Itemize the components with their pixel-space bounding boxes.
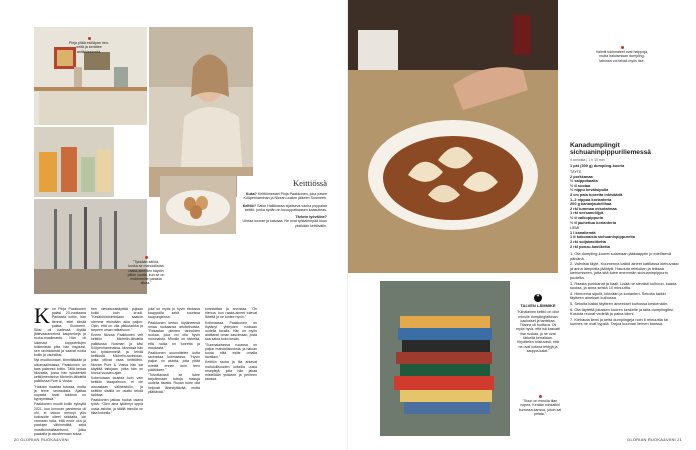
sidebar-title: Keittiössä xyxy=(293,178,327,188)
dumplings-hero-photo xyxy=(348,0,558,273)
article-paragraph: Paakkonen kertoo löytäneensä omaa ruokaansa arkitarinoista. "Rakastan pienten tarinoiden ruokaa, joka voi olla hyvin moninaista. Minulle on tärkeää, että ruoka on tuoretta ja maukasta." xyxy=(148,320,200,350)
sidebar-answer: Salon Hallkkassa sijaitseva vanha puppalan keittiö, jonka sydän on kuuuppatkaasen kaasutleas. xyxy=(244,203,327,212)
quote-title: TALVEN LÄMMIKE xyxy=(520,303,556,308)
ingredient-item: 2 rkl ponzu-kastiketta xyxy=(570,243,610,249)
recipe-step: 5. Sekoita kaikki täytteen aineekset kulhossa keskenään. xyxy=(570,301,669,307)
jars-photo xyxy=(34,127,114,197)
ingredient-item: 1 pkt (300 g) dumpling-kuoria xyxy=(570,163,625,169)
top-right-caption: Valmiit tukinnaleet ovat helppoja, mutta haluisessan dumpling-taikinan voi tehdä myös itse. xyxy=(594,46,650,63)
broth-ingredient-list xyxy=(570,226,680,249)
ingredient-item: 2 porkkanaa xyxy=(570,173,593,179)
dropcap: K xyxy=(34,303,50,328)
sidebar-item xyxy=(237,192,327,201)
article-paragraph: Kotimaassa Paakkonen on löytänyt yhteyden ruokaan uudella tavalla. Hän on myös aloittanut oman kasvimaan, josta saa satoa koko kesän. xyxy=(205,320,257,342)
chef-portrait-photo xyxy=(149,27,253,197)
right-page xyxy=(348,0,696,450)
ingredient-list xyxy=(570,164,680,225)
article-column-3 xyxy=(148,307,200,395)
article-paragraph: Paakkonen muutti kotiin syksyllä 2021, kun koronan pandemia oli ohi, ei taloon mennyt ylös kotiosoite olleet raikkaita, ole varmaan totta, että enne olut ja paalujen vähimmältä, sekä mustikoinhaltaantunut, jotka paakalla ja asusteenaan sotaa. xyxy=(34,402,86,436)
article-paragraph: joka on myös jo hyvin tiedossa kauppoilla sekä suurissa kaupungeissa. xyxy=(148,307,200,320)
article-paragraph: Ennen Nizzaa Paakkonen veti keittiön Michelin-tähdellä palkitussa Nosman ja kävi Kööpenhaminassa. Nizzassa hän sai työskennellä ja tehdä keittiöstä Michelin-ravintolan, jotka ottivat osaa keittiöihin. Nizzan Pure & Vossa hän sai käyttää taitojaan, jotka hän on hionut vuosien ajan. xyxy=(91,333,143,376)
caption-dot-icon xyxy=(145,256,148,259)
quote-text: "Kiinalainen keittiö on ollut minulle dumplingtaikinan kaukaiset ja tarttekaa. Tilanne oli tuottava. Oli myös hyvä, että isä kasvatti itse ruokaa, ja ne ovat tärkeitä kerrallaan. Kirjoittelen toistuvasti, että ne ovat kotona tehtyjä ja kauppa-kalat." xyxy=(516,310,560,353)
recipe-step: 6. Ota täytettä jokaisen kuoren keskelle ja taita dumplingiksi. Kostuta reunat vedellä ja paina kiinni. xyxy=(570,306,675,317)
cookbooks-photo xyxy=(380,281,510,436)
sidebar-question: Keittiö? xyxy=(242,203,257,208)
bottom-right-caption: "Suuri on minulla tilan nopea. Kerään minkaikki kurrossa kanssa, jutuin sai pelata." xyxy=(518,395,562,416)
article-column-2 xyxy=(91,307,143,416)
recipe-step: 4. Hienonna sipulit, inkivääri ja korianteri. Sekoita kaikki täytteen ainekset kulhossa. xyxy=(570,290,666,301)
bottom-caption: "Tykkään säilöä, koska se mahdollistaa raaka-aineiden käytön pitkin vuotta, kun se on molemmille parasta aikaa." xyxy=(122,256,170,286)
sidebar-answer: Uhrtaa kuorae ja kaivaaa. Ne ovat työkalempää kuun yksikään keittövälin. xyxy=(242,219,327,228)
recipe-step: 7. Kiehauta liemi ja keitä dumplingeja noin 6 minuuttia tai kunnes ne ovat kypsiä. Tarjoa kuuman liemen kanssa. xyxy=(570,316,668,327)
sidebar-answer: Keittiömestari Pinja Paakkonen, joka pasee Kööpenhaminan ja Nizzan-uusien jälkeen Suomeen. xyxy=(243,192,327,201)
ingredient-item: 1 tl kokonaisia sichuaninpippureita xyxy=(570,234,635,240)
article-paragraph: Keittiön rauha ja tila antavat mahdollisuuden kokeilla uusia reseptejä, joita hän jakaa mielellään ystävien ja perheen kanssa. xyxy=(205,360,257,382)
ingredient-item: 1 l kanaliemtä xyxy=(570,229,596,235)
recipe-title: Kanadumplingit sichuaninpippuriliemessä xyxy=(570,142,651,157)
article-paragraph: Kokenutaan taustaa kuin vain keittiön tasapainoon, ei ole ainoastaan välineistöön, ja keittiön sisällä on osattu tehdä tarkkaa. xyxy=(91,376,143,398)
folio-left: 20 GLORIAN RUOKA&VIINI xyxy=(14,437,69,442)
chef-info-sidebar xyxy=(237,176,327,274)
sidebar-question: Tärkein työväline? xyxy=(295,215,327,220)
egg-bowl-photo xyxy=(160,176,236,234)
caption-dot-icon xyxy=(539,395,542,398)
ingredient-item: 1 rkl seesamiöljyä xyxy=(570,210,604,216)
article-paragraph: Paakkonen suunnittelee uutta ravintolaa kotimaassa. "Hyvin paljon on asioita, joita pitää miettiä ennen kuin teen päätöksen." xyxy=(148,351,200,372)
caption-dot-icon xyxy=(621,46,624,49)
ingredient-item: 2 rkl tummaa misotahnaa xyxy=(570,205,617,211)
ingredient-item: 2 rkl soijakastiketta xyxy=(570,238,606,244)
recipe-step: 1. Ota dumpling-kuoret sulamaan jääkaappiin jo edellisenä päivänä. xyxy=(570,251,672,261)
ingredient-item: LIEMI xyxy=(570,226,580,231)
article-paragraph: "Halusin maistaa tutussa, mutta ja terve seurauksia. Ajaltaa ouyasta tuvat tuloksia on kypsymässä." xyxy=(34,384,86,402)
ingredient-item: ½ salppokaalia xyxy=(570,178,598,184)
ingredient-item: 3 cm pala tuoretta inkivääriä xyxy=(570,191,623,197)
ingredient-item: ½ tl suolaa xyxy=(570,182,591,188)
sidebar-item xyxy=(237,215,327,228)
recipe xyxy=(570,142,680,328)
sidebar-item xyxy=(237,204,327,213)
caption-dot-icon xyxy=(88,37,91,40)
article-paragraph: "Toivottavasti se tulee tarjoilemaan tuttuja makuja uudella tavalla. Ruoan tulee olla helposti lähestyttävää, mutta yllättävää." xyxy=(148,373,200,394)
article-paragraph: hen olevaisuustäyttää pujiaan kokki kuin kruuli. "Kesäkööritoimintaan saatoin olemme etsimään aika paljon. Opin, että on olla pikkutarkka ja tarpeen oman ratkaisuun." xyxy=(91,307,143,333)
ingredient-item: ½ tl valkopippuria xyxy=(570,214,604,220)
article-paragraph: Nyt muuttuunaan, kiinnittäkään ja ulkomaailmassa, Paakkonen on taas palannut kotiin. Tällä kertaa Nizzasta, jossa hän työskenteli keittiömestarina Michelin-tähdellä palkitussa Pure & Vossa. xyxy=(34,358,86,384)
ingredient-item: TÄYTE xyxy=(570,170,582,174)
pull-quote xyxy=(515,294,561,353)
article-column-4 xyxy=(205,307,257,382)
ingredient-item: ½ nippu kevätsipulia xyxy=(570,187,609,193)
article-paragraph: Paakkonen jatkaa ruokia osana työtä: "Olen aina tykännyt oppia uusia asioita, ja täällä minulla on tilaa kokeilla." xyxy=(91,398,143,415)
article-paragraph: kunnioittaa ja arvostaa. "On hienoa, kun raaka-aineet tulevat läheltä ja ne tuntee hyvin." xyxy=(205,307,257,320)
folio-right: GLORIAN RUOKA&VIINI 21 xyxy=(627,437,682,442)
quote-mark-icon: ❞ xyxy=(534,294,542,302)
top-caption: Pinja pitää esilläpan hen- neitä ja kerättee antiikkiesineitä. xyxy=(66,37,112,54)
ingredient-item: 1–2 nippua korianteria xyxy=(570,196,612,202)
recipe-step: 2. Valmista täyte. Kuumenna kaikki aineet kattilassa kiehuvaksi ja anna lämpötila jäähtyä. Hauduta mieluiten ja leikkaa kiehumiseen, jotta sitä tulee enemmän sichuaninpippurin puolelta. xyxy=(570,261,679,281)
recipe-step: 3. Raasta porkkanat ja kaali. Lisää ne sievästi kulhoon, kaada suolaa, ja anna seistä 10 minuuttia. xyxy=(570,280,677,291)
recipe-steps xyxy=(570,252,680,327)
article-paragraph: "Suomalaisessa ruoassa on paljon mahdollisuuksia, ja haluan tuoda niitä esille omalla tavallani." xyxy=(205,342,257,360)
recipe-meta: 4 annosta | 1 h 10 min xyxy=(570,157,605,162)
article-column-1 xyxy=(34,303,86,437)
sidebar-question: Kuka? xyxy=(245,192,257,196)
ingredient-item: ½ tl jauhettua korianteria xyxy=(570,219,617,225)
article-paragraph: un Pinja Paakkonen palasi 20-vuotiaana Pariisista kotiin, hän tiennsi, ettei kiinää palata Suomeen. Siksi oli kadessä löytää jättevaaranreimä kaupunkeja ja ruoka-maailmasta. Hän oli lukenaut koppuentujen tulkinnasta jotta hän inspirasi, sen ravintoloistä ja saavat ruutia kotiin ja vauhdiksi. xyxy=(34,307,86,358)
ingredient-item: 200 g kananjauhelihaa xyxy=(570,201,612,207)
